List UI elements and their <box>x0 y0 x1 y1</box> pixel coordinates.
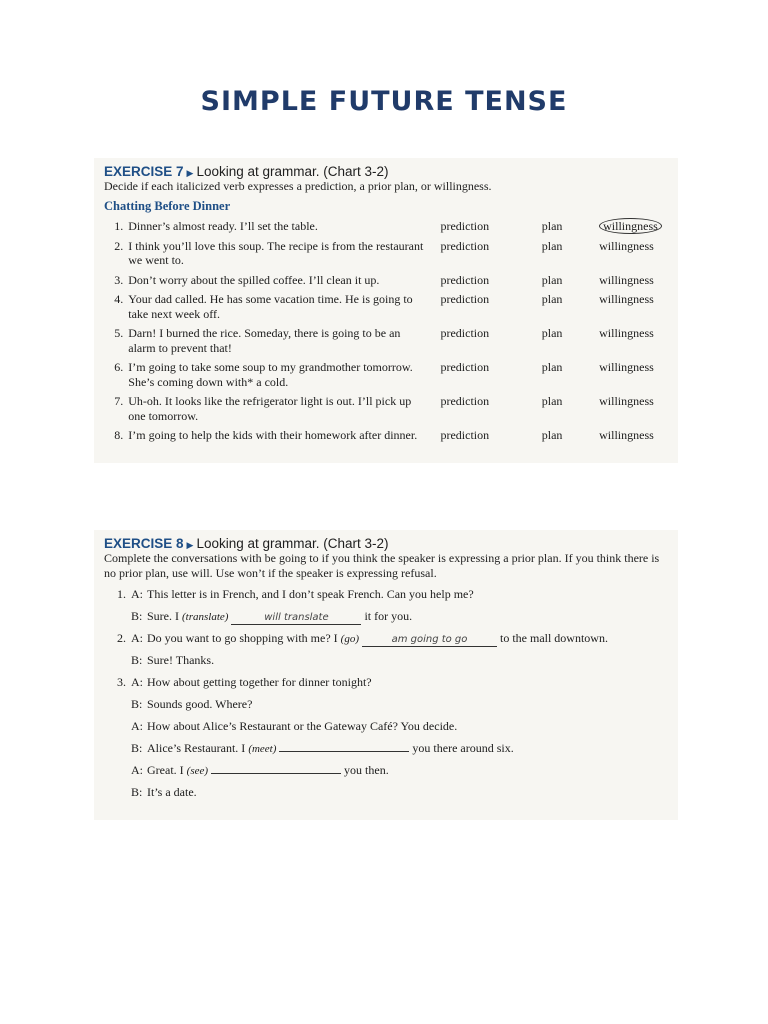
speaker-label: B: <box>131 609 143 623</box>
exercise-7-image <box>94 158 678 463</box>
exercise-7-item <box>104 392 678 426</box>
answer-option-plan[interactable]: plan <box>541 428 563 442</box>
answer-option-prediction[interactable]: prediction <box>440 238 490 253</box>
answer-option-willingness[interactable]: willingness <box>599 428 654 442</box>
dialogue-sentence: It’s a date. <box>147 785 197 799</box>
item-sentence: I’m going to take some soup to my grandmother tomorrow. She’s coming down with* a cold. <box>128 360 413 389</box>
speaker-label: A: <box>131 763 143 777</box>
answer-option-plan[interactable]: plan <box>541 326 563 340</box>
dialogue-text <box>147 587 474 602</box>
answer-option-plan[interactable]: plan <box>541 238 563 253</box>
dialogue-sentence: Alice’s Restaurant. I <box>147 741 246 755</box>
dialogue-sentence: This letter is in French, and I don’t speak French. Can you help me? <box>147 587 474 601</box>
answer-option-willingness[interactable]: willingness <box>599 218 662 234</box>
verb-hint: (translate) <box>182 611 229 623</box>
exercise-7-item <box>104 358 678 392</box>
exercise-8-number: EXERCISE 8 <box>104 536 184 551</box>
dialogue-number: 2. <box>117 631 126 645</box>
item-sentence: Darn! I burned the rice. Someday, there is going to be an alarm to prevent that! <box>128 326 401 355</box>
dialogue-continuation: it for you. <box>364 609 413 623</box>
dialogue-sentence: Do you want to go shopping with me? I <box>147 631 338 645</box>
exercise-7-item <box>104 290 678 324</box>
item-number: 6. <box>114 360 124 374</box>
item-number: 2. <box>114 238 124 253</box>
answer-option-willingness[interactable]: willingness <box>599 272 654 287</box>
dialogue-line <box>104 609 678 631</box>
speaker-label: A: <box>131 675 143 689</box>
exercise-7-item <box>104 324 678 358</box>
dialogue-sentence: Sounds good. Where? <box>147 697 253 711</box>
exercise-7-chart: (Chart 3-2) <box>323 164 389 179</box>
dialogue-sentence: Sure! Thanks. <box>147 653 215 667</box>
answer-option-plan[interactable]: plan <box>541 272 563 287</box>
exercise-7-item <box>104 237 678 271</box>
dialogue-number: 3. <box>117 675 126 689</box>
dialogue-sentence: How about Alice’s Restaurant or the Gateway Café? You decide. <box>147 719 458 733</box>
dialogue-text <box>147 741 514 757</box>
answer-option-prediction[interactable]: prediction <box>440 394 490 408</box>
answer-option-prediction[interactable]: prediction <box>440 272 490 287</box>
exercise-8-chart: (Chart 3-2) <box>323 536 389 551</box>
answer-option-willingness[interactable]: willingness <box>599 292 654 306</box>
dialogue-sentence: Sure. I <box>147 609 179 623</box>
item-number: 3. <box>114 272 124 287</box>
dialogue-line <box>104 763 678 785</box>
dialogue-line <box>104 785 678 807</box>
item-number: 5. <box>114 326 124 340</box>
answer-option-prediction[interactable]: prediction <box>440 428 490 442</box>
dialogue-sentence: Great. I <box>147 763 184 777</box>
speaker-label: A: <box>131 631 143 645</box>
answer-option-prediction[interactable]: prediction <box>440 219 490 233</box>
dialogue-continuation: you there around six. <box>412 741 514 755</box>
exercise-8-title: Looking at grammar. <box>196 536 320 551</box>
dialogue-text <box>147 719 457 734</box>
item-sentence: Your dad called. He has some vacation time. He is going to take next week off. <box>128 292 413 321</box>
dialogue-continuation: to the mall downtown. <box>499 631 608 645</box>
answer-option-prediction[interactable]: prediction <box>440 292 490 306</box>
speaker-label: B: <box>131 697 143 711</box>
speaker-label: B: <box>131 653 143 667</box>
answer-option-prediction[interactable]: prediction <box>440 360 490 374</box>
dialogue-continuation: you then. <box>344 763 389 777</box>
verb-hint: (see) <box>186 765 209 777</box>
item-number: 1. <box>114 219 124 233</box>
verb-hint: (go) <box>340 633 359 645</box>
dialogue-text <box>147 763 389 779</box>
dialogue-text <box>147 785 197 800</box>
dialogue-line <box>104 587 678 609</box>
item-number: 8. <box>114 428 124 442</box>
speaker-label: A: <box>131 587 143 601</box>
item-sentence: Don’t worry about the spilled coffee. I’ll clean it up. <box>128 272 380 287</box>
item-sentence: Dinner’s almost ready. I’ll set the table. <box>128 219 318 233</box>
dialogue-text <box>147 653 214 668</box>
item-sentence: I’m going to help the kids with their homework after dinner. <box>128 428 418 442</box>
answer-option-plan[interactable]: plan <box>541 219 563 233</box>
answer-option-willingness[interactable]: willingness <box>599 326 654 340</box>
item-number: 4. <box>114 292 124 306</box>
answer-blank[interactable] <box>211 773 341 774</box>
dialogue-sentence: How about getting together for dinner tonight? <box>147 675 372 689</box>
answer-option-willingness[interactable]: willingness <box>599 238 654 253</box>
answer-option-willingness[interactable]: willingness <box>599 394 654 408</box>
exercise-7-item <box>104 271 678 291</box>
exercise-8-heading <box>104 536 678 551</box>
answer-option-plan[interactable]: plan <box>541 394 563 408</box>
exercise-8-image <box>94 530 678 820</box>
dialogue-line <box>104 675 678 697</box>
dialogue-number: 1. <box>117 587 126 601</box>
exercise-8-dialogue <box>104 587 678 807</box>
speaker-label: B: <box>131 785 143 799</box>
answer-blank[interactable] <box>279 751 409 752</box>
answer-option-willingness[interactable]: willingness <box>599 360 654 374</box>
dialogue-line <box>104 741 678 763</box>
exercise-7-heading <box>104 164 678 179</box>
speaker-label: A: <box>131 719 143 733</box>
exercise-7-items <box>104 217 678 446</box>
triangle-icon: ▶ <box>186 540 194 550</box>
dialogue-line <box>104 653 678 675</box>
speaker-label: B: <box>131 741 143 755</box>
exercise-7-instruction: Decide if each italicized verb expresses a prediction, a prior plan, or willingness. <box>104 179 492 193</box>
exercise-7-item <box>104 217 678 237</box>
answer-option-plan[interactable]: plan <box>541 292 563 306</box>
answer-blank[interactable]: am going to go <box>362 634 497 647</box>
dialogue-text <box>147 697 252 712</box>
verb-hint: (meet) <box>248 743 277 755</box>
exercise-7-number: EXERCISE 7 <box>104 164 184 179</box>
exercise-8-instruction: Complete the conversations with be going to if you think the speaker is expressing a prior plan. If you think there is no prior plan, use will. Use won’t if the speaker is expressing refusal. <box>104 551 660 580</box>
dialogue-line <box>104 697 678 719</box>
dialogue-text <box>147 675 372 690</box>
exercise-7-item <box>104 426 678 446</box>
answer-option-plan[interactable]: plan <box>541 360 563 374</box>
exercise-7-subheading: Chatting Before Dinner <box>104 199 231 213</box>
triangle-icon: ▶ <box>186 168 194 178</box>
page-title: SIMPLE FUTURE TENSE <box>200 86 568 117</box>
item-number: 7. <box>114 394 124 408</box>
dialogue-line <box>104 631 678 653</box>
dialogue-text <box>147 609 412 625</box>
exercise-7-title: Looking at grammar. <box>196 164 320 179</box>
item-sentence: I think you’ll love this soup. The recipe is from the restaurant we went to. <box>128 238 424 267</box>
answer-blank[interactable]: will translate <box>231 612 361 625</box>
answer-option-prediction[interactable]: prediction <box>440 326 490 340</box>
item-sentence: Uh-oh. It looks like the refrigerator light is out. I’ll pick up one tomorrow. <box>128 394 412 423</box>
dialogue-text <box>147 631 608 647</box>
dialogue-line <box>104 719 678 741</box>
